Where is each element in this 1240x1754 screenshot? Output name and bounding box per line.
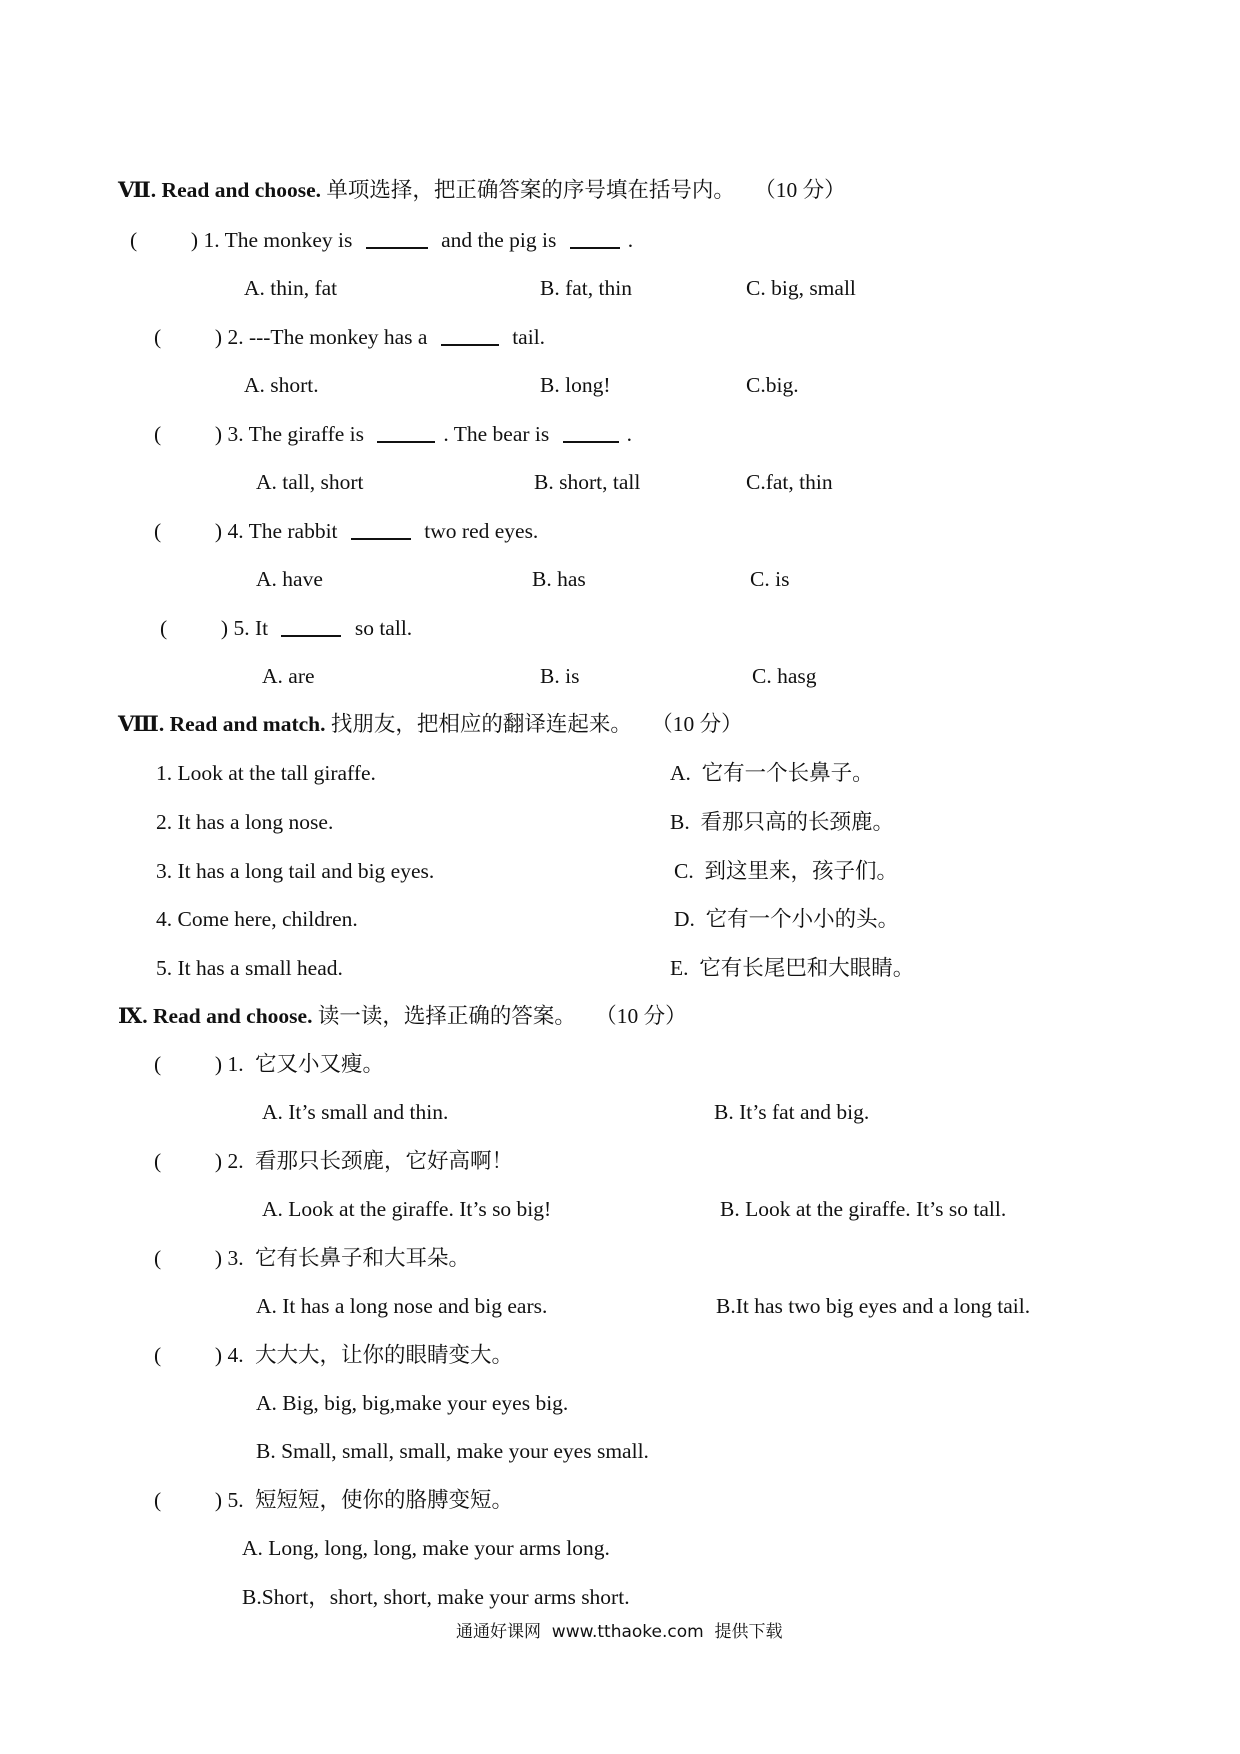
s7-q1-option-b: B. fat, thin	[540, 276, 632, 300]
section8-roman: Ⅷ.	[118, 712, 165, 736]
s9-q3-option-a: A. It has a long nose and big ears.	[256, 1294, 548, 1318]
s9-q4-option-a: A. Big, big, big,make your eyes big.	[256, 1391, 569, 1415]
s7-q1-option-a: A. thin, fat	[244, 276, 338, 300]
s7-q1-option-c: C. big, small	[746, 276, 856, 300]
section9-title: Read and choose.	[152, 1004, 313, 1028]
s9-q1-option-a: A. It’s small and thin.	[262, 1100, 449, 1124]
question-number: 3.	[227, 1246, 244, 1270]
question-text: The rabbit	[248, 519, 338, 543]
s7-question-1	[130, 230, 633, 252]
section7-title: Read and choose.	[161, 178, 322, 202]
match-right-c[interactable]: C. 到这里来，孩子们。	[674, 859, 898, 883]
answer-bracket[interactable]: ( )	[160, 616, 229, 640]
question-number: 2.	[227, 325, 244, 349]
s7-question-4	[154, 521, 538, 543]
question-text: The giraffe is	[248, 422, 364, 446]
s7-q4-option-c: C. is	[750, 567, 790, 591]
answer-bracket[interactable]: ( )	[154, 1343, 223, 1367]
match-right-d[interactable]: D. 它有一个小小的头。	[674, 907, 900, 931]
question-text: .	[626, 422, 632, 446]
s7-q5-option-a: A. are	[262, 664, 315, 688]
answer-bracket[interactable]: ( )	[154, 325, 223, 349]
s9-q5-option-a: A. Long, long, long, make your arms long.	[242, 1536, 610, 1560]
match-left-2[interactable]: 2. It has a long nose.	[156, 810, 334, 834]
s7-q5-option-c: C. hasg	[752, 664, 817, 688]
answer-bracket[interactable]: ( )	[154, 1246, 223, 1270]
question-number: 5.	[227, 1488, 244, 1512]
answer-blank[interactable]	[563, 441, 619, 443]
s7-q3-option-b: B. short, tall	[534, 470, 641, 494]
question-prompt: 大大大，让你的眼睛变大。	[254, 1343, 513, 1367]
s7-q3-option-a: A. tall, short	[256, 470, 364, 494]
section8-instruction: 找朋友，把相应的翻译连起来。	[330, 712, 632, 736]
question-prompt: 它又小又瘦。	[254, 1052, 384, 1076]
answer-bracket[interactable]: ( )	[154, 519, 223, 543]
question-text: . The bear is	[443, 422, 550, 446]
s9-question-5	[154, 1490, 513, 1512]
section9-instruction: 读一读，选择正确的答案。	[317, 1004, 576, 1028]
s7-q5-option-b: B. is	[540, 664, 580, 688]
question-prompt: 短短短，使你的胳膊变短。	[254, 1488, 513, 1512]
s7-question-2	[154, 327, 545, 349]
question-text: so tall.	[354, 616, 413, 640]
question-text: tail.	[512, 325, 546, 349]
match-left-4[interactable]: 4. Come here, children.	[156, 907, 358, 931]
section7-instruction: 单项选择，把正确答案的序号填在括号内。	[326, 178, 735, 202]
answer-bracket[interactable]: ( )	[154, 1052, 223, 1076]
s9-question-4	[154, 1345, 513, 1367]
answer-bracket[interactable]: ( )	[130, 228, 199, 252]
s7-q4-option-b: B. has	[532, 567, 586, 591]
question-number: 1.	[203, 228, 220, 252]
question-text: .	[627, 228, 634, 252]
section8-score: （10 分）	[651, 712, 743, 736]
question-text: The monkey is	[224, 228, 353, 252]
s7-q2-option-c: C.big.	[746, 373, 799, 397]
s7-q2-option-b: B. long!	[540, 373, 611, 397]
answer-blank[interactable]	[441, 344, 499, 346]
section8-heading	[118, 714, 743, 736]
match-right-a[interactable]: A. 它有一个长鼻子。	[670, 761, 874, 785]
section7-roman: Ⅶ.	[118, 178, 157, 202]
s7-q2-option-a: A. short.	[244, 373, 319, 397]
match-left-1[interactable]: 1. Look at the tall giraffe.	[156, 761, 376, 785]
question-number: 5.	[233, 616, 250, 640]
s7-q4-option-a: A. have	[256, 567, 323, 591]
s7-q3-option-c: C.fat, thin	[746, 470, 833, 494]
question-number: 2.	[227, 1149, 244, 1173]
s9-q2-option-a: A. Look at the giraffe. It’s so big!	[262, 1197, 552, 1221]
question-text: ---The monkey has a	[248, 325, 428, 349]
section7-score: （10 分）	[754, 178, 846, 202]
question-number: 3.	[227, 422, 244, 446]
question-text: and the pig is	[441, 228, 557, 252]
match-left-5[interactable]: 5. It has a small head.	[156, 956, 343, 980]
page-footer: 通通好课网 www.tthaoke.com 提供下载	[456, 1622, 783, 1642]
section9-roman: Ⅸ.	[118, 1004, 148, 1028]
answer-blank[interactable]	[281, 635, 341, 637]
s7-question-3	[154, 424, 632, 446]
match-right-e[interactable]: E. 它有长尾巴和大眼睛。	[670, 956, 915, 980]
s9-question-2	[154, 1151, 513, 1173]
s9-q1-option-b: B. It’s fat and big.	[714, 1100, 870, 1124]
answer-bracket[interactable]: ( )	[154, 1488, 223, 1512]
answer-bracket[interactable]: ( )	[154, 422, 223, 446]
answer-bracket[interactable]: ( )	[154, 1149, 223, 1173]
question-prompt: 看那只长颈鹿，它好高啊！	[254, 1149, 513, 1173]
question-number: 4.	[227, 1343, 244, 1367]
question-text: It	[254, 616, 269, 640]
section9-heading	[118, 1006, 687, 1028]
match-right-b[interactable]: B. 看那只高的长颈鹿。	[670, 810, 894, 834]
section8-title: Read and match.	[169, 712, 326, 736]
s9-q5-option-b: B.Short，short, short, make your arms short.	[242, 1585, 630, 1609]
answer-blank[interactable]	[351, 538, 411, 540]
section9-score: （10 分）	[595, 1004, 687, 1028]
answer-blank[interactable]	[366, 247, 428, 249]
s7-question-5	[160, 618, 412, 640]
question-number: 4.	[227, 519, 244, 543]
answer-blank[interactable]	[377, 441, 435, 443]
section7-heading	[118, 180, 846, 202]
answer-blank[interactable]	[570, 247, 620, 249]
s9-q4-option-b: B. Small, small, small, make your eyes small.	[256, 1439, 649, 1463]
s9-question-1	[154, 1054, 384, 1076]
question-number: 1.	[227, 1052, 244, 1076]
s9-q3-option-b: B.It has two big eyes and a long tail.	[716, 1294, 1031, 1318]
match-left-3[interactable]: 3. It has a long tail and big eyes.	[156, 859, 435, 883]
question-prompt: 它有长鼻子和大耳朵。	[254, 1246, 470, 1270]
question-text: two red eyes.	[424, 519, 539, 543]
s9-question-3	[154, 1248, 470, 1270]
s9-q2-option-b: B. Look at the giraffe. It’s so tall.	[720, 1197, 1007, 1221]
